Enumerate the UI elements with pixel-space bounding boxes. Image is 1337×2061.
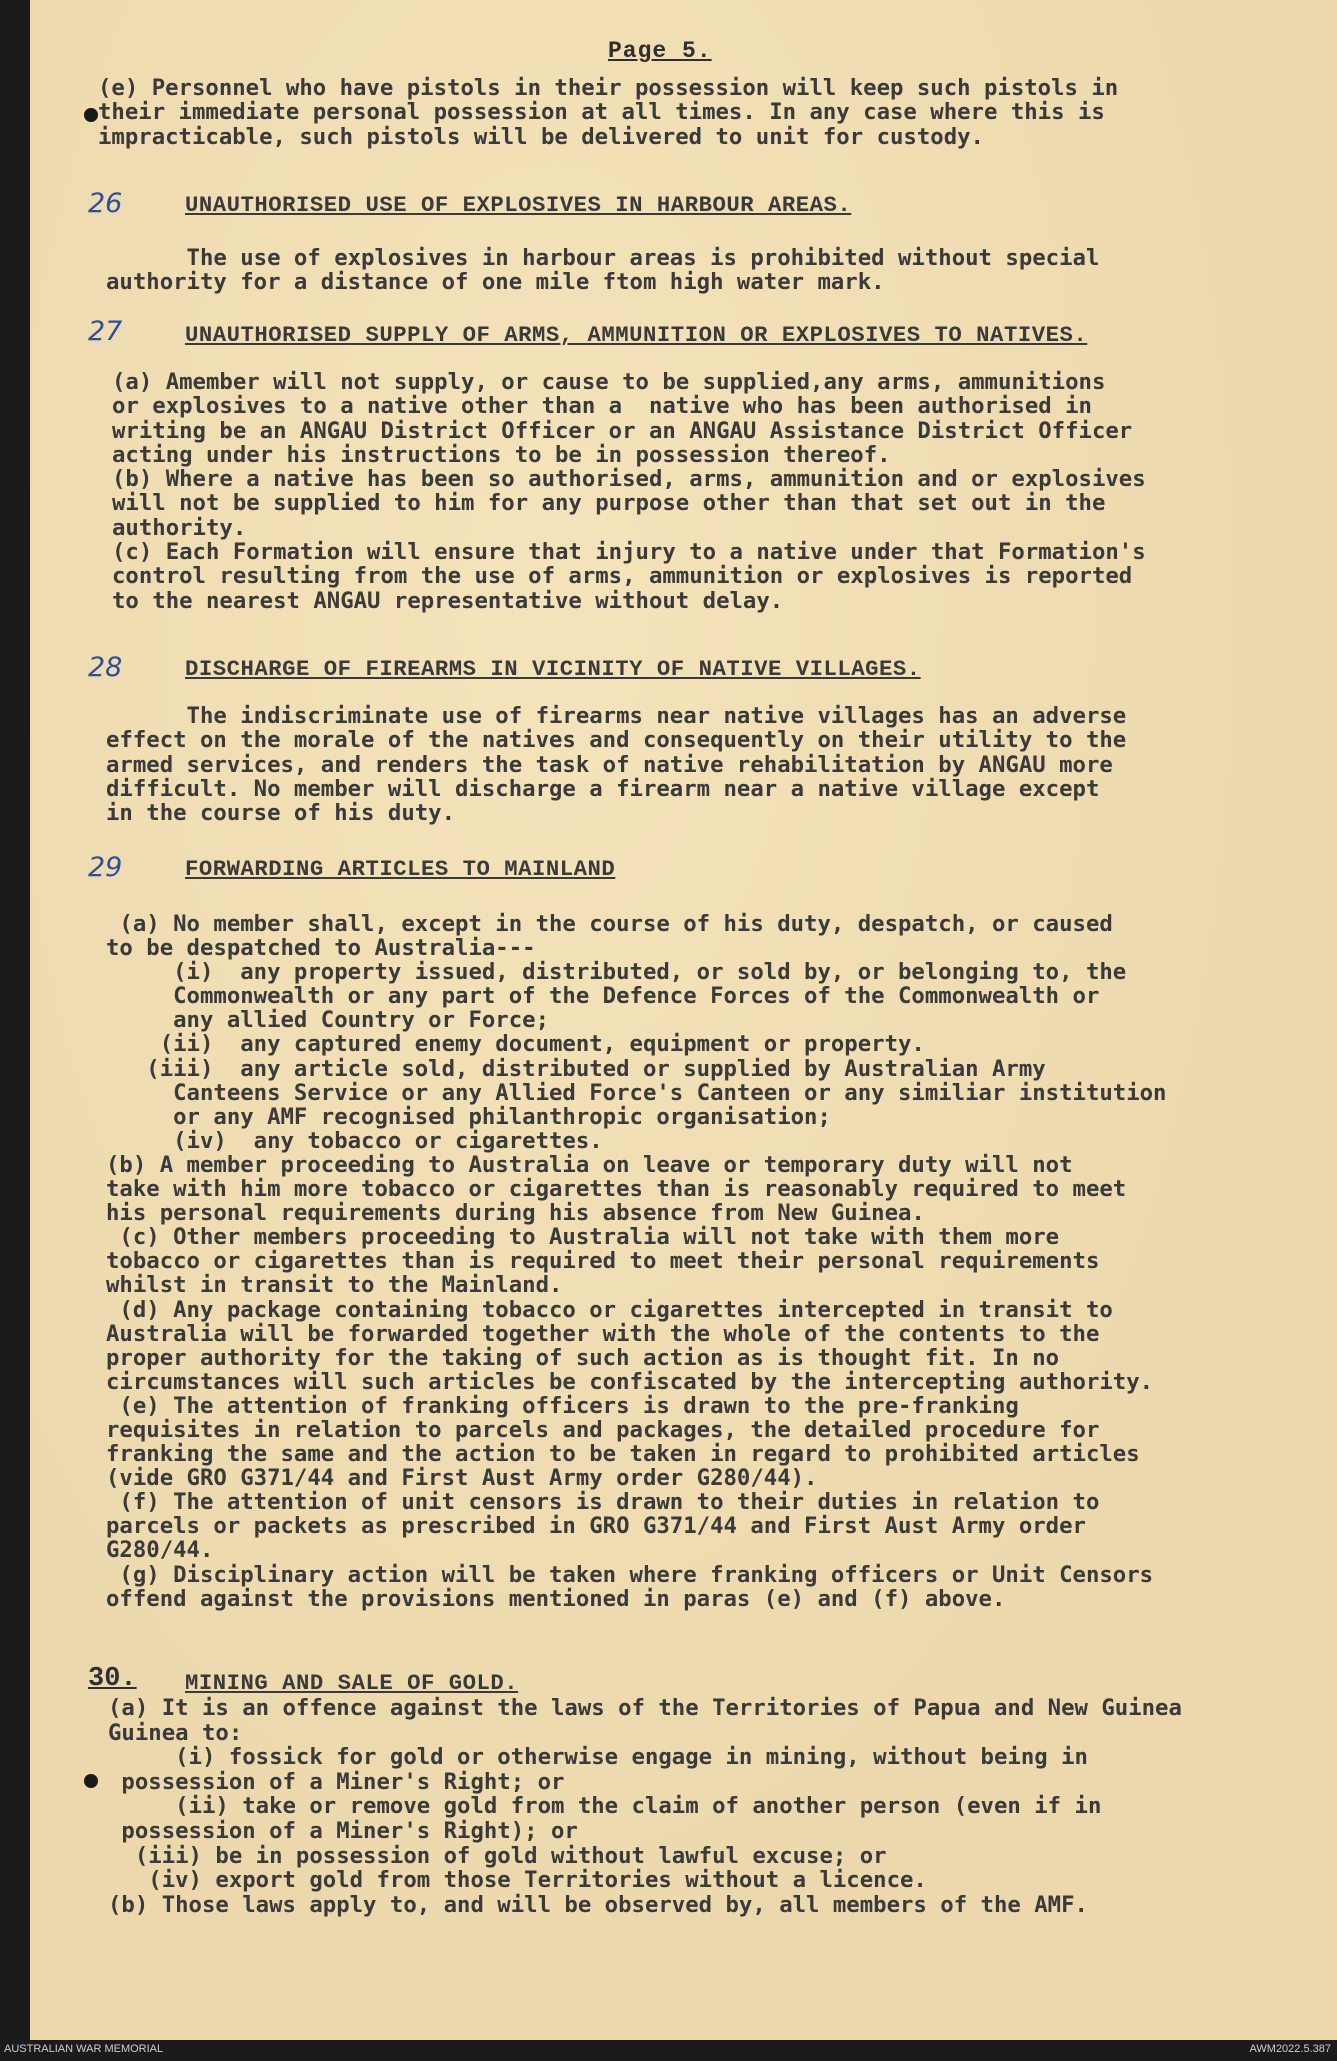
footer-archive-name: AUSTRALIAN WAR MEMORIAL [4,2043,164,2055]
section-heading: UNAUTHORISED USE OF EXPLOSIVES IN HARBOUR AREAS. [185,192,852,218]
section-body: (a) It is an offence against the laws of the Territories of Papua and New Guinea Guinea to: (i) fossick for gold or otherwise engage in mining, without being in possession of a Miner's Right; or (ii) take or remove gold from the claim of another person (even if in possession of a Miner's Right); or (iii) be in possession of gold without lawful excuse; or (iv) export gold from those Territories without a licence. (b) Those laws apply to, and will be observed by, all members of the AMF. [108,1695,1182,1918]
binder-hole [84,108,98,122]
paragraph-e-pistols: (e) Personnel who have pistols in their possession will keep such pistols in their immediate personal possession at all times. In any case where this is impracticable, such pistols will be delivered to unit for custody. [98,75,1119,150]
section-heading: MINING AND SALE OF GOLD. [185,1670,519,1696]
section-number: 26 [88,188,123,219]
section-number: 30. [88,1664,137,1694]
section-number: 29 [88,852,123,883]
binder-hole [84,1774,98,1788]
section-body: The indiscriminate use of firearms near native villages has an adverse effect on the morale of the natives and consequently on their utility to the armed services, and renders the task of native rehabilitation by ANGAU more difficult. No member will discharge a firearm near a native village except in the course of his duty. [106,703,1127,827]
section-body: (a) Amember will not supply, or cause to be supplied,any arms, ammunitions or explosives to a native other than a native who has been authorised in writing be an ANGAU District Officer or an ANGAU Assistance District Officer acting under his instructions to be in possession thereof. (b) Where a native has been so authorised, arms, ammunition and or explosives will not be supplied to him for any purpose other than that set out in the authority. (c) Each Formation will ensure that injury to a native under that Formation's control resulting from the use of arms, ammunition or explosives is reported to the nearest ANGAU representative without delay. [112,369,1146,614]
page-title: Page 5. [608,38,712,64]
section-body: The use of explosives in harbour areas is prohibited without special authority for a distance of one mile ftom high water mark. [106,245,1100,296]
section-heading: FORWARDING ARTICLES TO MAINLAND [185,856,616,882]
document-page [30,0,1337,2040]
section-number: 28 [88,652,123,683]
section-heading: UNAUTHORISED SUPPLY OF ARMS, AMMUNITION OR EXPLOSIVES TO NATIVES. [185,322,1088,348]
section-body: (a) No member shall, except in the course of his duty, despatch, or caused to be despatched to Australia--- (i) any property issued, distributed, or sold by, or belonging to, the Commonwealth or any part of the Defence Forces of the Commonwealth or any allied Country or Force; (ii) any captured enemy document, equipment or property. (iii) any article sold, distributed or supplied by Australian Army Canteens Service or any Allied Force's Canteen or any similiar institution or any AMF recognised philanthropic organisation; (iv) any tobacco or cigarettes. (b) A member proceeding to Australia on leave or temporary duty will not take with him more tobacco or cigarettes than is reasonably required to meet his personal requirements during his absence from New Guinea. (c) Other members proceeding to Australia will not take with them more tobacco or cigarettes than is required to meet their personal requirements whilst in transit to the Mainland. (d) Any package containing tobacco or cigarettes intercepted in transit to Australia will be forwarded together with the whole of the contents to the proper authority for the taking of such action as is thought fit. In no circumstances will such articles be confiscated by the intercepting authority. (e) The attention of franking officers is drawn to the pre-franking requisites in relation to parcels and packages, the detailed procedure for franking the same and the action to be taken in regard to prohibited articles (vide GRO G371/44 and First Aust Army order G280/44). (f) The attention of unit censors is drawn to their duties in relation to parcels or packets as prescribed in GRO G371/44 and First Aust Army order G280/44. (g) Disciplinary action will be taken where franking officers or Unit Censors offend against the provisions mentioned in paras (e) and (f) above. [106,911,1167,1612]
footer-catalogue-id: AWM2022.5.387 [1249,2043,1331,2055]
section-number: 27 [88,316,123,347]
section-heading: DISCHARGE OF FIREARMS IN VICINITY OF NATIVE VILLAGES. [185,656,921,682]
